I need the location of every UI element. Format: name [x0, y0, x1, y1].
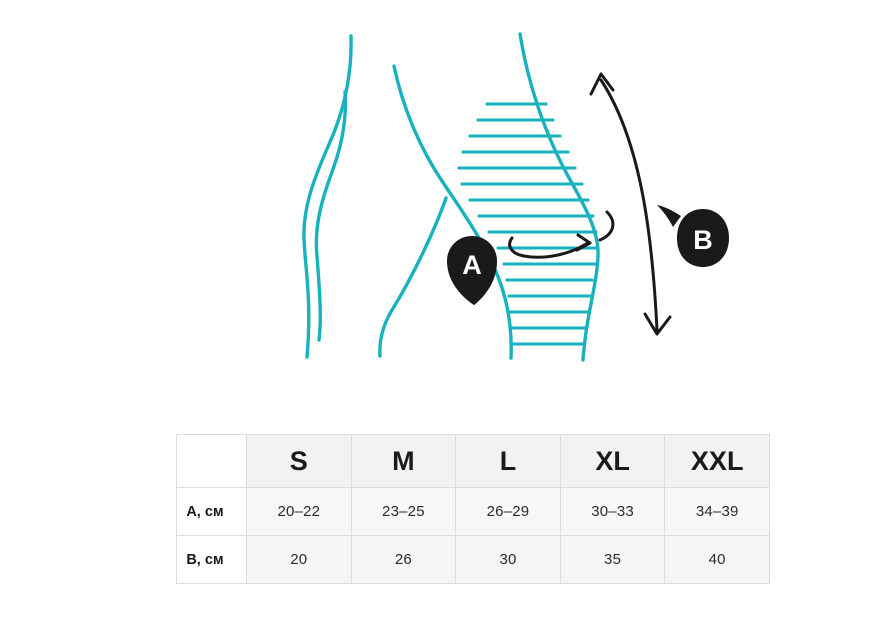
cell-b-xl: 35 — [560, 536, 665, 584]
row-label-b: B, см — [177, 536, 247, 584]
table-corner-cell — [177, 435, 247, 488]
table-row — [177, 488, 770, 536]
cell-b-xxl: 40 — [665, 536, 770, 584]
column-header-m: M — [351, 435, 456, 488]
front-leg-back-outline — [380, 198, 446, 356]
cell-b-m: 26 — [351, 536, 456, 584]
marker-b — [657, 205, 729, 267]
column-header-xxl: XXL — [665, 435, 770, 488]
inner-thigh-outline — [316, 92, 345, 340]
column-header-s: S — [247, 435, 352, 488]
cell-b-l: 30 — [456, 536, 561, 584]
column-header-l: L — [456, 435, 561, 488]
marker-b-pin-tail — [657, 205, 681, 227]
support-brace-hatching — [459, 104, 597, 344]
front-thigh-outline — [394, 66, 511, 358]
size-table-body — [177, 488, 770, 584]
size-chart — [176, 434, 770, 584]
size-table-head — [177, 435, 770, 488]
table-header-row — [177, 435, 770, 488]
marker-a-label: A — [462, 250, 482, 280]
cell-a-xl: 30–33 — [560, 488, 665, 536]
cell-a-l: 26–29 — [456, 488, 561, 536]
cell-b-s: 20 — [247, 536, 352, 584]
size-table — [176, 434, 770, 584]
cell-a-s: 20–22 — [247, 488, 352, 536]
length-arrow-b — [591, 74, 670, 334]
marker-b-label: B — [693, 225, 713, 255]
back-leg-outline — [304, 36, 351, 357]
table-row — [177, 536, 770, 584]
row-label-a: A, см — [177, 488, 247, 536]
cell-a-xxl: 34–39 — [665, 488, 770, 536]
marker-a — [447, 236, 497, 305]
column-header-xl: XL — [560, 435, 665, 488]
cell-a-m: 23–25 — [351, 488, 456, 536]
